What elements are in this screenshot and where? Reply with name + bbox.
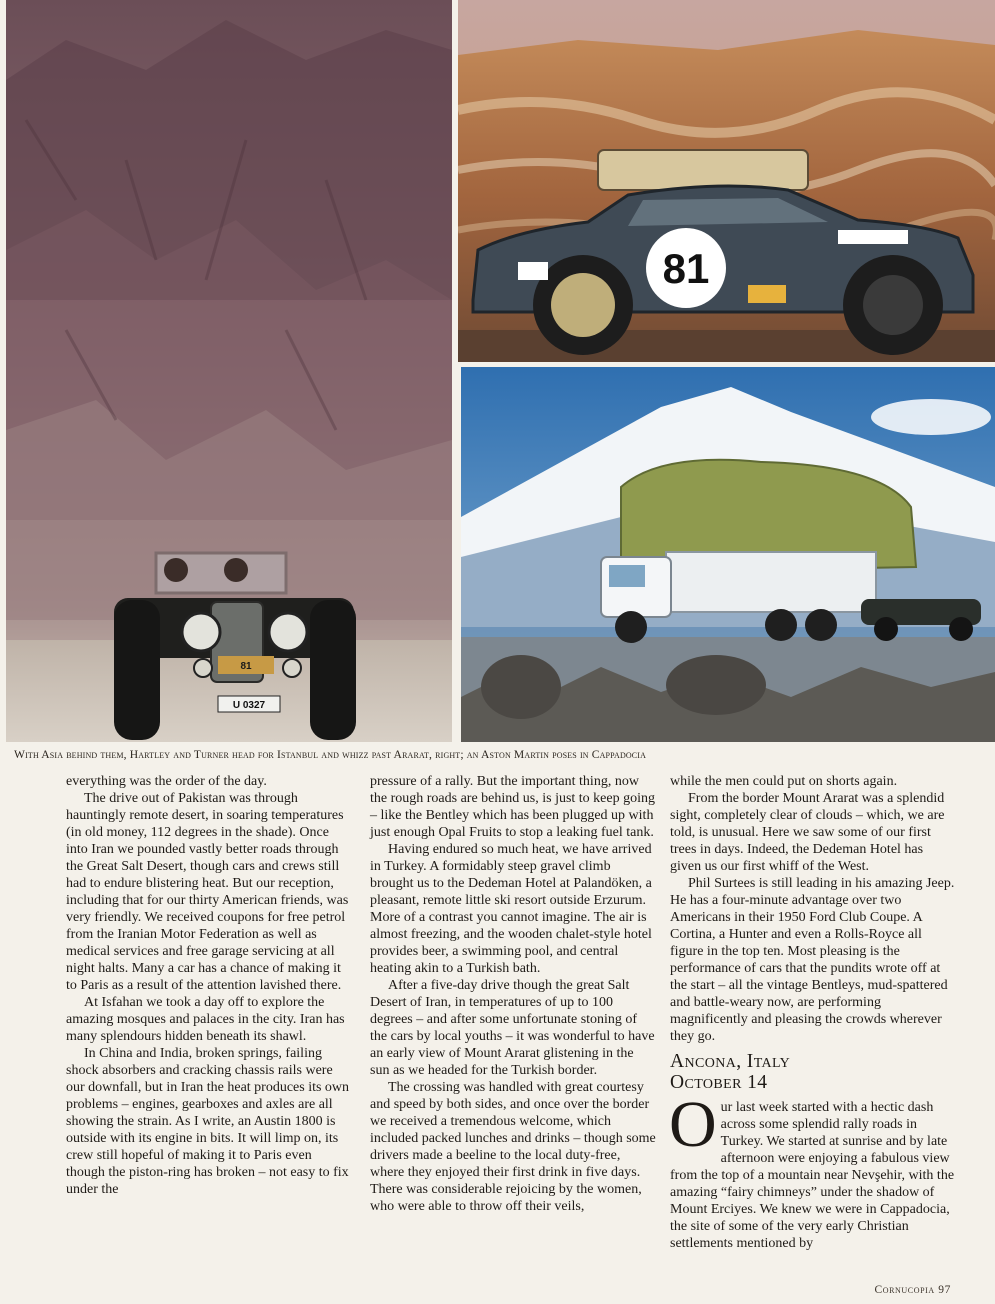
- paragraph: In China and India, broken springs, failing shock absorbers and cracking chassis rails were our downfall, but in Iran the heat produces its own problems – engines, gearboxes and axles are all showing the strain. As I write, an Austin 1800 is outside with its engine in bits. It will limp on, its crew still hopeful of making it to Paris even though the piston-ring has broken – not easy to fix under the: [66, 1046, 350, 1197]
- magazine-name: Cornucopia: [874, 1284, 935, 1296]
- ararat-photo-illustration: [461, 367, 995, 742]
- photo-bentley-mountains: [6, 0, 452, 742]
- photo-mount-ararat-truck: [461, 367, 995, 742]
- paragraph: The crossing was handled with great courtesy and speed by both sides, and once over the border we received a tremendous welcome, which included packed lunches and drinks – though some drivers made a beeline to the local duty-free, where they enjoyed their first drink in five days. There was considerable rejoicing by the women, who were able to throw off their veils,: [370, 1080, 656, 1214]
- section-date: October 14: [670, 1072, 768, 1093]
- paragraph: Phil Surtees is still leading in his amazing Jeep. He has a four-minute advantage over two Americans in their 1950 Ford Club Coupe. A Cortina, a Hunter and even a Rolls-Royce all figure in the top ten. Most pleasing is the performance of cars that the pundits wrote off at the start – all the vintage Bentleys, mud-spattered and battle-weary now, are performing magnificently and pleasing the crowds wherever they go.: [670, 876, 955, 1044]
- paragraph: while the men could put on shorts again.: [670, 774, 898, 789]
- paragraph: ur last week started with a hectic dash across some splendid rally roads in Turkey. We started at sunrise and by late afternoon were enjoying a fabulous view from the top of a mountain near Nevşehir, with the amazing “fairy chimneys” under the shadow of Mount Erciyes. We knew we were in Cappadocia, the site of some of the very early Christian settlements mentioned by: [670, 1100, 955, 1251]
- bentley-plate: U 0327: [232, 700, 266, 711]
- paragraph: The drive out of Pakistan was through hauntingly remote desert, in soaring temperatures (in old money, 112 degrees in the shade). Once into Iran we pounded vastly better roads through the Great Salt Desert, though cars and crews still had to endure blistering heat. But our reception, including that for our thirty American friends, was very friendly. We received coupons for free petrol from the Iranian Motor Federation as well as medical services and free garage servicing at all night halts. Many a car has a chance of making it to Paris as a result of the attention lavished there.: [66, 791, 349, 993]
- aston-race-number: 81: [662, 245, 710, 292]
- page-number: 97: [938, 1284, 951, 1296]
- text-column-1: [66, 773, 352, 1198]
- aston-photo-illustration: [458, 0, 995, 362]
- section-heading: [670, 1051, 956, 1093]
- photo-caption: With Asia behind them, Hartley and Turner head for Istanbul and whizz past Ararat, right; an Aston Martin poses in Cappadocia: [14, 748, 647, 761]
- text-column-2: [370, 773, 656, 1215]
- bentley-badge: 81: [240, 661, 252, 672]
- text-column-3: [670, 773, 956, 1252]
- paragraph: everything was the order of the day.: [66, 774, 267, 789]
- section-place: Ancona, Italy: [670, 1051, 791, 1072]
- photo-aston-martin-cappadocia: [458, 0, 995, 362]
- bentley-photo-illustration: [6, 0, 452, 742]
- paragraph: Having endured so much heat, we have arrived in Turkey. A formidably steep gravel climb brought us to the Dedeman Hotel at Palandöken, a pleasant, remote little ski resort outside Erzurum. More of a contrast you cannot imagine. The air is almost freezing, and the wooden chalet-style hotel provides beer, a swimming pool, and central heating akin to a Turkish bath.: [370, 842, 652, 976]
- paragraph: From the border Mount Ararat was a splendid sight, completely clear of clouds – which, we are told, is unusual. Here we saw some of our first trees in days. Indeed, the Dedeman Hotel has given us our first whiff of the West.: [670, 791, 945, 874]
- paragraph: At Isfahan we took a day off to explore the amazing mosques and palaces in the city. Iran has many splendours hidden beneath its shawl.: [66, 995, 345, 1044]
- page-folio: [874, 1284, 951, 1296]
- paragraph: pressure of a rally. But the important thing, now the rough roads are behind us, is just to keep going – like the Bentley which has been plugged up with just enough Opal Fruits to stop a leaking fuel tank.: [370, 774, 656, 840]
- section-opening: [669, 1088, 956, 1252]
- paragraph: After a five-day drive though the great Salt Desert of Iran, in temperatures of up to 100 degrees – and after some unfortunate stoning of the cars by local youths – it was wonderful to have an early view of Mount Ararat glistening in the sun as we headed for the Turkish border.: [370, 978, 655, 1078]
- drop-cap: O: [669, 1088, 717, 1161]
